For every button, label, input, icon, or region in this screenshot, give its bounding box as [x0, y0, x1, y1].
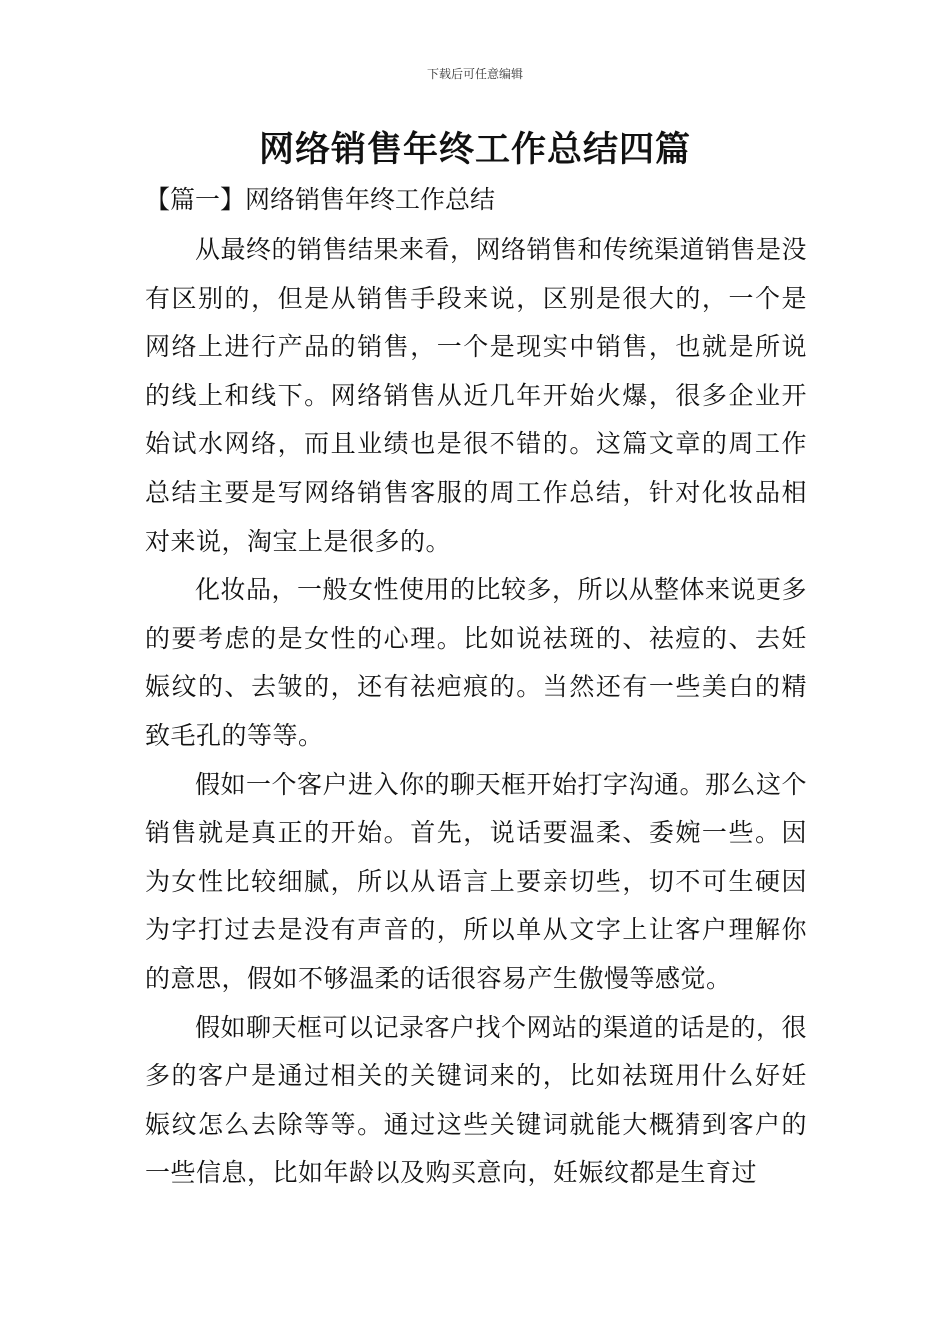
document-body [145, 226, 807, 1198]
paragraph-1: 从最终的销售结果来看，网络销售和传统渠道销售是没有区别的，但是从销售手段来说，区别是很大的，一个是网络上进行产品的销售，一个是现实中销售，也就是所说的线上和线下。网络销售从近几年开始火爆，很多企业开始试水网络，而且业绩也是很不错的。这篇文章的周工作总结主要是写网络销售客服的周工作总结，针对化妆品相对来说，淘宝上是很多的。 [145, 235, 808, 556]
header-note: 下载后可任意编辑 [426, 67, 523, 81]
document-title: 网络销售年终工作总结四篇 [258, 129, 691, 170]
section-heading: 【篇一】网络销售年终工作总结 [145, 185, 496, 214]
paragraph-4: 假如聊天框可以记录客户找个网站的渠道的话是的，很多的客户是通过相关的关键词来的，比如祛斑用什么好妊娠纹怎么去除等等。通过这些关键词就能大概猜到客户的一些信息，比如年龄以及购买意向，妊娠纹都是生育过 [145, 1012, 808, 1188]
paragraph-3: 假如一个客户进入你的聊天框开始打字沟通。那么这个销售就是真正的开始。首先，说话要温柔、委婉一些。因为女性比较细腻，所以从语言上要亲切些，切不可生硬因为字打过去是没有声音的，所以单从文字上让客户理解你的意思，假如不够温柔的话很容易产生傲慢等感觉。 [145, 769, 808, 993]
paragraph-2: 化妆品，一般女性使用的比较多，所以从整体来说更多的要考虑的是女性的心理。比如说祛斑的、祛痘的、去妊娠纹的、去皱的，还有祛疤痕的。当然还有一些美白的精致毛孔的等等。 [145, 575, 808, 750]
